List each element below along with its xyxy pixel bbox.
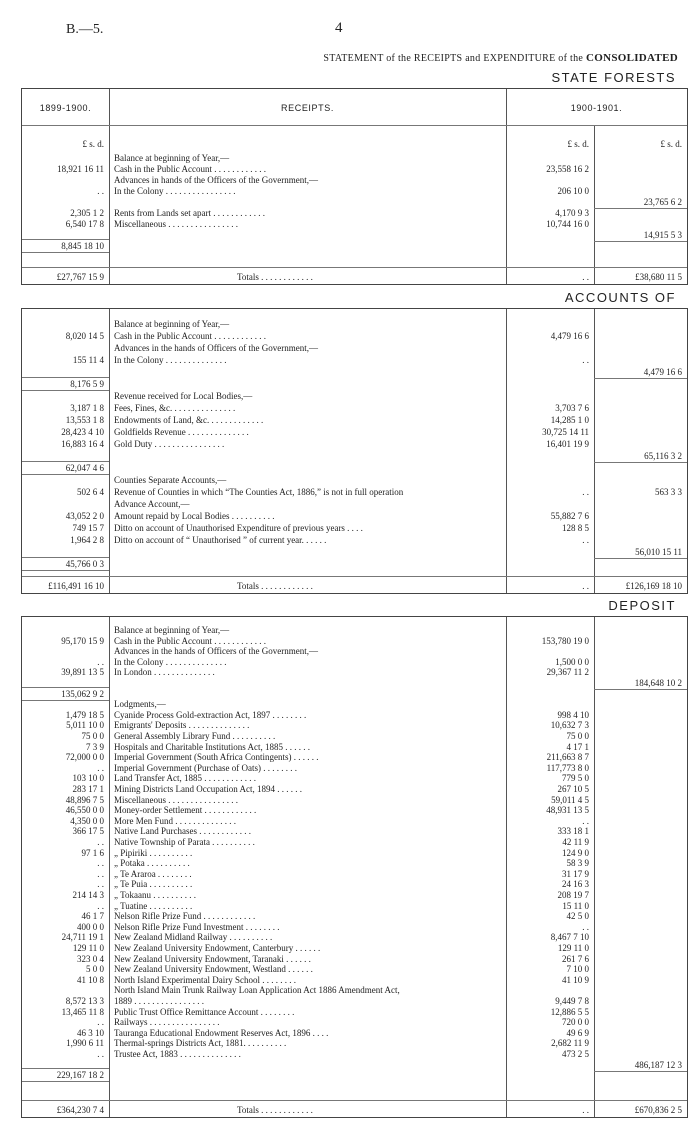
cell-label: New Zealand Midland Railway . . . . . . . . . . [114, 932, 273, 942]
cell-cur: 10,632 7 3 [550, 720, 589, 730]
cell-tot: 486,187 12 3 [634, 1060, 682, 1070]
statement-prefix: STATEMENT of the RECEIPTS and EXPENDITURE of the [323, 53, 584, 64]
totals-prev: £364,230 7 4 [56, 1105, 104, 1115]
column-divider [109, 309, 110, 593]
cell-tot: 56,010 15 11 [635, 547, 682, 557]
cell-label: „ Te Puia . . . . . . . . . . [114, 879, 193, 889]
units-tot: £ s. d. [660, 139, 682, 149]
cell-prev: 16,883 16 4 [61, 439, 104, 449]
cell-tot: 563 3 3 [655, 487, 682, 497]
cell-prev: 229,167 18 2 [56, 1070, 104, 1080]
cell-prev: 62,047 4 6 [65, 463, 104, 473]
cell-prev: . . [97, 901, 104, 911]
cell-prev: 8,572 13 3 [65, 996, 104, 1006]
statement-bold: CONSOLIDATED [585, 52, 678, 64]
cell-label: Mining Districts Land Occupation Act, 1894 . . . . . . [114, 784, 302, 794]
subtotal-rule [22, 461, 109, 462]
cell-label: Cyanide Process Gold-extraction Act, 1897 . . . . . . . . [114, 710, 307, 720]
totals-prev: £116,491 16 10 [48, 581, 104, 591]
cell-tot: 14,915 5 3 [643, 230, 682, 240]
cell-label: Cash in the Public Account . . . . . . . . . . . . [114, 331, 266, 341]
cell-label: General Assembly Library Fund . . . . . . . . . . [114, 731, 276, 741]
cell-cur: 16,401 19 9 [546, 439, 589, 449]
column-divider [506, 309, 507, 593]
cell-prev: 46 1 7 [81, 911, 104, 921]
cell-cur: 153,780 19 0 [541, 636, 589, 646]
cell-cur: 7 10 0 [566, 964, 589, 974]
cell-cur: 333 18 1 [557, 826, 589, 836]
subtotal-rule [594, 241, 687, 242]
subtotal-rule [22, 700, 109, 701]
subtotal-rule [22, 390, 109, 391]
subtotal-rule [22, 557, 109, 558]
subtotal-rule [22, 1068, 109, 1069]
cell-label: Ditto on account of Unauthorised Expenditure of previous years . . . . [114, 523, 363, 533]
cell-cur: 10,744 16 0 [546, 219, 589, 229]
cell-label: Miscellaneous . . . . . . . . . . . . . . . . [114, 219, 238, 229]
cell-label: Cash in the Public Account . . . . . . . . . . . . [114, 636, 266, 646]
subtotal-rule [22, 239, 109, 240]
cell-prev: 97 1 6 [81, 848, 104, 858]
cell-cur: 31 17 9 [562, 869, 589, 879]
cell-cur: 42 5 0 [566, 911, 589, 921]
cell-cur: 15 11 0 [562, 901, 589, 911]
cell-prev: 4,350 0 0 [70, 816, 104, 826]
cell-prev: 1,990 6 11 [66, 1038, 104, 1048]
cell-prev: 2,305 1 2 [70, 208, 104, 218]
cell-label: Gold Duty . . . . . . . . . . . . . . . . [114, 439, 225, 449]
cell-prev: 323 0 4 [77, 954, 104, 964]
cell-tot: 65,116 3 2 [644, 451, 682, 461]
cell-cur: 473 2 5 [562, 1049, 589, 1059]
cell-cur: 208 19 7 [557, 890, 589, 900]
cell-cur: 8,467 7 10 [550, 932, 589, 942]
cell-label: Native Township of Parata . . . . . . . . . . [114, 837, 255, 847]
cell-cur: 117,773 8 0 [546, 763, 589, 773]
cell-label: Lodgments,— [114, 699, 166, 709]
cell-label: New Zealand University Endowment, Taranaki . . . . . . [114, 954, 311, 964]
units-cur: £ s. d. [567, 139, 589, 149]
cell-label: Emigrants' Deposits . . . . . . . . . . . . . . [114, 720, 250, 730]
cell-prev: . . [97, 837, 104, 847]
cell-label: „ Potaka . . . . . . . . . . [114, 858, 190, 868]
cell-cur: 128 8 5 [562, 523, 589, 533]
cell-cur: 720 0 0 [562, 1017, 589, 1027]
cell-label: Railways . . . . . . . . . . . . . . . . [114, 1017, 220, 1027]
cell-label: Nelson Rifle Prize Fund . . . . . . . . . . . . [114, 911, 256, 921]
cell-prev: 7 3 9 [86, 742, 104, 752]
cell-label: North Island Experimental Dairy School . . . . . . . . [114, 975, 296, 985]
cell-cur: 41 10 9 [562, 975, 589, 985]
header-1900: 1900-1901. [570, 103, 623, 113]
cell-cur: . . [582, 487, 589, 497]
cell-cur: 55,882 7 6 [550, 511, 589, 521]
cell-cur: 211,663 8 7 [546, 752, 589, 762]
subtotal-rule [22, 687, 109, 688]
cell-label: Amount repaid by Local Bodies . . . . . . . . . . [114, 511, 275, 521]
cell-label: Nelson Rifle Prize Fund Investment . . . . . . . . [114, 922, 280, 932]
cell-prev: 13,465 11 8 [61, 1007, 104, 1017]
cell-prev: . . [97, 869, 104, 879]
section-title-accounts-of: ACCOUNTS OF [564, 290, 676, 305]
cell-prev: . . [97, 763, 104, 773]
cell-label: Money-order Settlement . . . . . . . . . . . . [114, 805, 257, 815]
cell-cur: 30,725 14 11 [542, 427, 589, 437]
cell-prev: 400 0 0 [77, 922, 104, 932]
cell-prev: 103 10 0 [72, 773, 104, 783]
cell-label: Balance at beginning of Year,— [114, 153, 230, 163]
cell-prev: 129 11 0 [72, 943, 104, 953]
cell-cur: 1,500 0 0 [555, 657, 589, 667]
subtotal-rule [594, 378, 687, 379]
section-title-deposit: DEPOSIT [608, 598, 676, 613]
subtotal-rule [594, 558, 687, 559]
table-deposit [21, 616, 688, 1118]
subtotal-rule [22, 267, 687, 268]
cell-cur: 267 10 5 [557, 784, 589, 794]
totals-cur: . . [582, 272, 589, 282]
cell-tot: 23,765 6 2 [643, 197, 682, 207]
cell-label: Native Land Purchases . . . . . . . . . . . . [114, 826, 251, 836]
units-prev: £ s. d. [82, 139, 104, 149]
cell-prev: 8,845 18 10 [61, 241, 104, 251]
cell-cur: 779 5 0 [562, 773, 589, 783]
cell-prev: 13,553 1 8 [65, 415, 104, 425]
cell-prev: . . [97, 879, 104, 889]
cell-prev: . . [97, 858, 104, 868]
cell-label: Advances in the hands of Officers of the Government,— [114, 343, 319, 353]
cell-cur: 4,479 16 6 [550, 331, 589, 341]
column-divider [109, 89, 110, 284]
cell-tot: 4,479 16 6 [643, 367, 682, 377]
cell-label: Fees, Fines, &c. . . . . . . . . . . . . . . [114, 403, 236, 413]
totals-cur: . . [582, 581, 589, 591]
cell-label: Revenue of Counties in which “The Counties Act, 1886,” is not in full operation [114, 487, 404, 497]
subtotal-rule [22, 576, 687, 577]
cell-prev: 48,896 7 5 [65, 795, 104, 805]
cell-cur: 75 0 0 [566, 731, 589, 741]
cell-label: New Zealand University Endowment, Canterbury . . . . . . [114, 943, 321, 953]
cell-cur: 24 16 3 [562, 879, 589, 889]
cell-label: In the Colony . . . . . . . . . . . . . . [114, 355, 227, 365]
cell-label: Rents from Lands set apart . . . . . . . . . . . . [114, 208, 265, 218]
subtotal-rule [594, 208, 687, 209]
cell-cur: 14,285 1 0 [550, 415, 589, 425]
subtotal-rule [22, 570, 109, 571]
cell-cur: 42 11 9 [562, 837, 589, 847]
cell-label: Counties Separate Accounts,— [114, 475, 227, 485]
page-number: 4 [335, 20, 343, 36]
cell-prev: 8,176 5 9 [70, 379, 104, 389]
column-divider [594, 617, 595, 1117]
cell-cur: 4,170 9 3 [555, 208, 589, 218]
cell-prev: 46 3 10 [77, 1028, 104, 1038]
subtotal-rule [594, 462, 687, 463]
cell-prev: 18,921 16 11 [57, 164, 104, 174]
cell-cur: . . [582, 816, 589, 826]
cell-prev: 283 17 1 [72, 784, 104, 794]
cell-label: Public Trust Office Remittance Account . . . . . . . . [114, 1007, 295, 1017]
page-reference: B.—5. [66, 22, 104, 37]
cell-prev: 46,550 0 0 [65, 805, 104, 815]
cell-prev: 749 15 7 [72, 523, 104, 533]
cell-prev: 1,964 2 8 [70, 535, 104, 545]
cell-cur: 3,703 7 6 [555, 403, 589, 413]
cell-prev: 28,423 4 10 [61, 427, 104, 437]
cell-cur: 48,931 13 5 [546, 805, 589, 815]
cell-prev: 502 6 4 [77, 487, 104, 497]
cell-prev: 1,479 18 5 [65, 710, 104, 720]
cell-label: Advances in hands of the Officers of the Government,— [114, 175, 319, 185]
cell-tot: 184,648 10 2 [634, 678, 682, 688]
cell-prev: 41 10 8 [77, 975, 104, 985]
cell-label: Trustee Act, 1883 . . . . . . . . . . . . . . [114, 1049, 241, 1059]
column-divider [109, 617, 110, 1117]
totals-cur: . . [582, 1105, 589, 1115]
cell-prev: 155 11 4 [72, 355, 104, 365]
totals-tot: £670,836 2 5 [634, 1105, 682, 1115]
cell-prev: 75 0 0 [81, 731, 104, 741]
cell-label: „ Tuatine . . . . . . . . . . [114, 901, 193, 911]
cell-label: Miscellaneous . . . . . . . . . . . . . . . . [114, 795, 238, 805]
subtotal-rule [22, 1081, 109, 1082]
cell-label: Tauranga Educational Endowment Reserves Act, 1896 . . . . [114, 1028, 329, 1038]
cell-cur: . . [582, 355, 589, 365]
cell-label: In the Colony . . . . . . . . . . . . . . . . [114, 186, 236, 196]
cell-label: Ditto on account of “ Unauthorised ” of current year. . . . . . [114, 535, 327, 545]
subtotal-rule [22, 252, 109, 253]
statement-heading [323, 52, 678, 64]
cell-label: Balance at beginning of Year,— [114, 319, 230, 329]
subtotal-rule [22, 377, 109, 378]
totals-tot: £126,169 18 10 [625, 581, 682, 591]
totals-label: Totals . . . . . . . . . . . . [237, 581, 313, 591]
cell-label: In the Colony . . . . . . . . . . . . . . [114, 657, 227, 667]
cell-prev: . . [97, 1017, 104, 1027]
cell-cur: 129 11 0 [557, 943, 589, 953]
cell-cur: 59,011 4 5 [551, 795, 589, 805]
cell-cur: 124 9 0 [562, 848, 589, 858]
cell-cur: 12,886 5 5 [550, 1007, 589, 1017]
cell-prev: 5 0 0 [86, 964, 104, 974]
cell-prev: . . [97, 186, 104, 196]
cell-label: Imperial Government (Purchase of Oats) . . . . . . . . [114, 763, 297, 773]
table-state-forests [21, 88, 688, 285]
cell-label: New Zealand University Endowment, Westland . . . . . . [114, 964, 313, 974]
totals-label: Totals . . . . . . . . . . . . [237, 272, 313, 282]
header-receipts: RECEIPTS. [281, 103, 334, 113]
cell-label: Thermal-springs Districts Act, 1881. . . . . . . . . . [114, 1038, 287, 1048]
cell-prev: 43,052 2 0 [65, 511, 104, 521]
cell-prev: 214 14 3 [72, 890, 104, 900]
cell-label: Land Transfer Act, 1885 . . . . . . . . . . . . [114, 773, 256, 783]
cell-cur: 49 6 9 [566, 1028, 589, 1038]
totals-tot: £38,680 11 5 [635, 272, 682, 282]
subtotal-rule [22, 1100, 687, 1101]
cell-prev: 135,062 9 2 [61, 689, 104, 699]
subtotal-rule [594, 689, 687, 690]
cell-label: More Men Fund . . . . . . . . . . . . . . [114, 816, 236, 826]
subtotal-rule [22, 474, 109, 475]
cell-label: Hospitals and Charitable Institutions Act, 1885 . . . . . . [114, 742, 310, 752]
cell-prev: 24,711 19 1 [61, 932, 104, 942]
cell-cur: 58 3 9 [566, 858, 589, 868]
cell-prev: 45,766 0 3 [65, 559, 104, 569]
cell-label: Goldfields Revenue . . . . . . . . . . . . . . [114, 427, 249, 437]
cell-prev: . . [97, 657, 104, 667]
cell-cur: 23,558 16 2 [546, 164, 589, 174]
cell-prev: 366 17 5 [72, 826, 104, 836]
cell-label: „ Te Araroa . . . . . . . . [114, 869, 192, 879]
cell-cur: 998 4 10 [557, 710, 589, 720]
cell-cur: 206 10 0 [557, 186, 589, 196]
cell-label: „ Pipiriki . . . . . . . . . . [114, 848, 193, 858]
cell-cur: 9,449 7 8 [555, 996, 589, 1006]
cell-prev: 5,011 10 0 [66, 720, 104, 730]
cell-cur: . . [582, 535, 589, 545]
cell-label: Advance Account,— [114, 499, 190, 509]
totals-label: Totals . . . . . . . . . . . . [237, 1105, 313, 1115]
cell-prev: . . [97, 1049, 104, 1059]
cell-label: In London . . . . . . . . . . . . . . [114, 667, 215, 677]
header-rule [22, 125, 687, 126]
cell-prev: 3,187 1 8 [70, 403, 104, 413]
cell-prev: 6,540 17 8 [65, 219, 104, 229]
cell-cur: 261 7 6 [562, 954, 589, 964]
cell-cur: . . [582, 922, 589, 932]
cell-label: Cash in the Public Account . . . . . . . . . . . . [114, 164, 266, 174]
totals-prev: £27,767 15 9 [56, 272, 104, 282]
header-1899: 1899-1900. [39, 103, 92, 113]
cell-cur: 4 17 1 [566, 742, 589, 752]
cell-label: „ Tokaanu . . . . . . . . . . [114, 890, 196, 900]
table-accounts-of [21, 308, 688, 594]
cell-cur: 2,682 11 9 [551, 1038, 589, 1048]
cell-label: Endowments of Land, &c. . . . . . . . . . . . . [114, 415, 264, 425]
cell-prev: 8,020 14 5 [65, 331, 104, 341]
cell-prev: 72,000 0 0 [65, 752, 104, 762]
cell-prev: 39,891 13 5 [61, 667, 104, 677]
cell-label: Advances in the hands of Officers of the Government,— [114, 646, 319, 656]
cell-label: Revenue received for Local Bodies,— [114, 391, 253, 401]
cell-label: Balance at beginning of Year,— [114, 625, 230, 635]
cell-label: Imperial Government (South Africa Contingents) . . . . . . [114, 752, 319, 762]
cell-label: 1889 . . . . . . . . . . . . . . . . [114, 996, 204, 1006]
cell-cur: 29,367 11 2 [546, 667, 589, 677]
cell-prev: 95,170 15 9 [61, 636, 104, 646]
subtotal-rule [594, 1071, 687, 1072]
section-title-state-forests: STATE FORESTS [551, 70, 676, 85]
cell-label: North Island Main Trunk Railway Loan Application Act 1886 Amendment Act, [114, 985, 400, 995]
